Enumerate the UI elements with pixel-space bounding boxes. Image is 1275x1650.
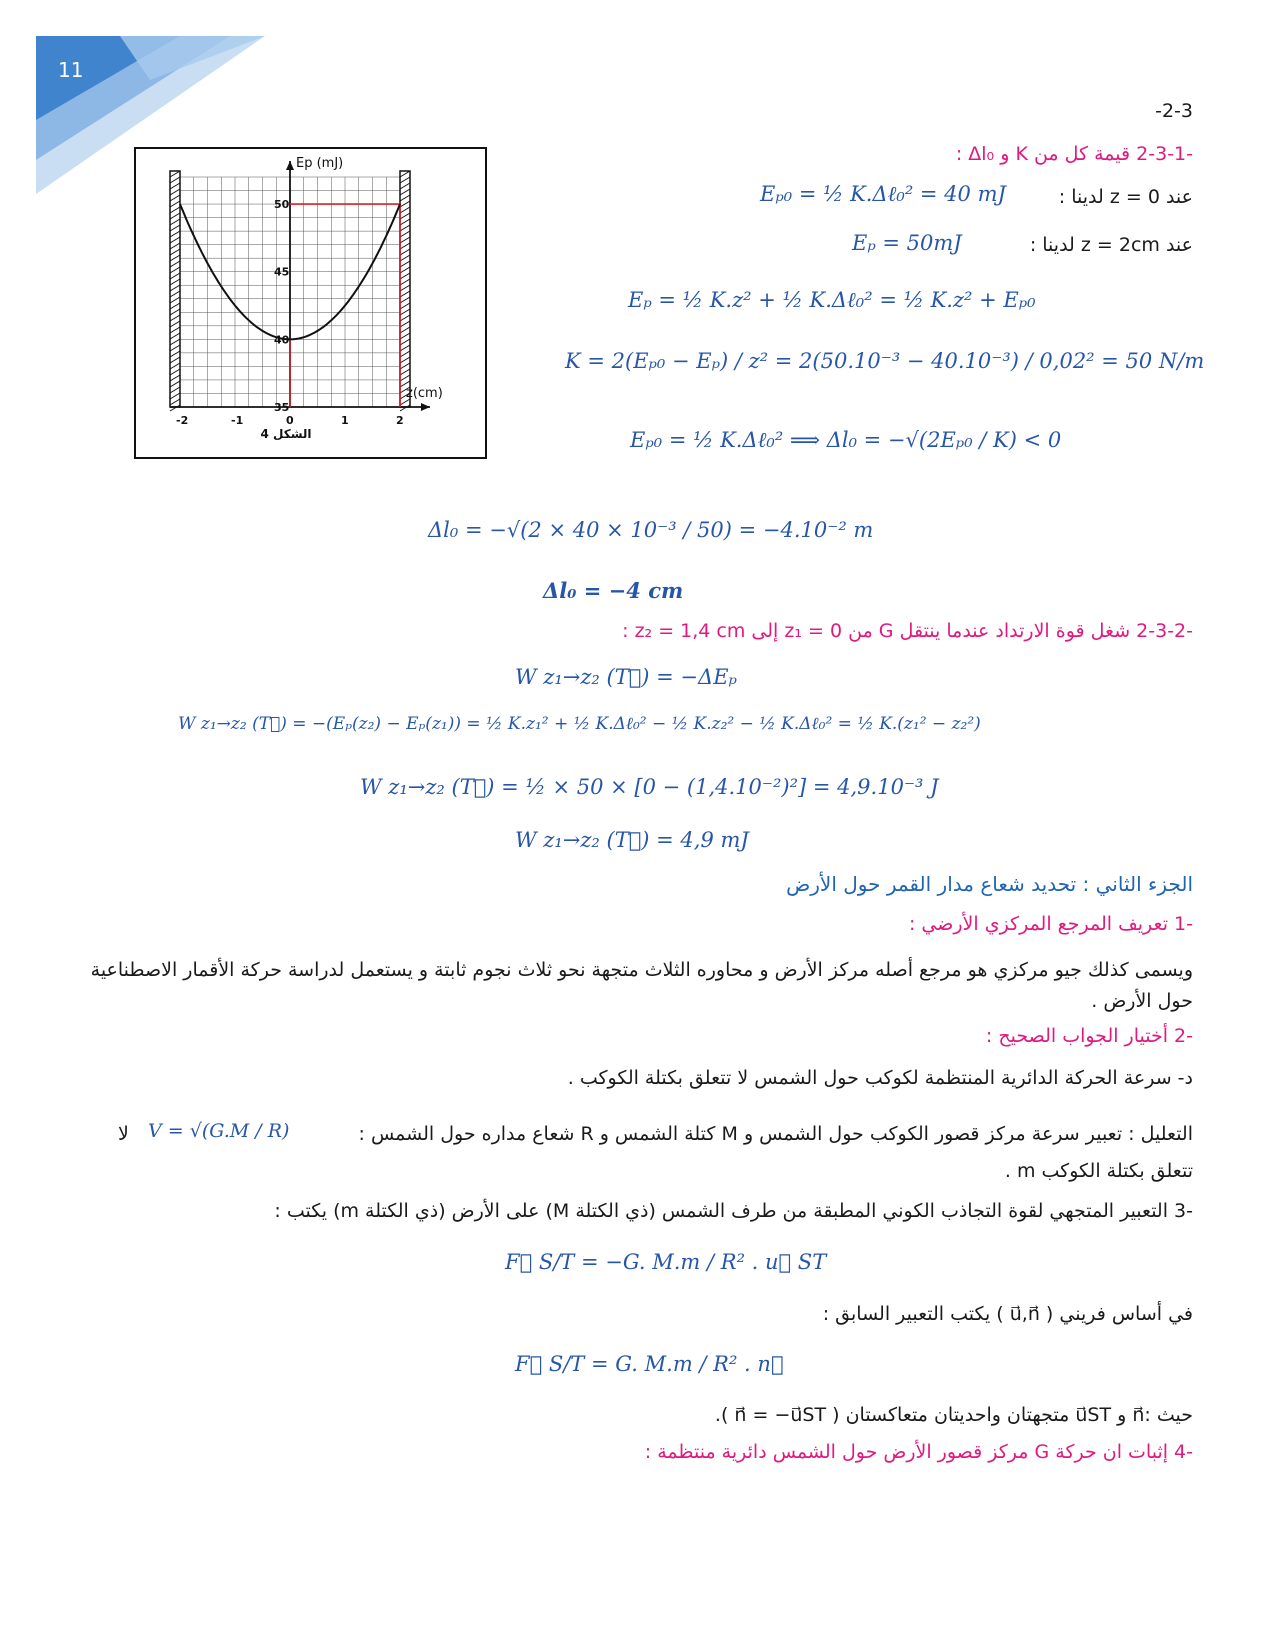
question-1-text: ويسمى كذلك جيو مركزي هو مرجع أصله مركز الأرض و محاوره الثلاث متجهة نحو ثلاث نجوم ثابتة و يستعمل لدراسة حركة الأقمار الاصطناعية حول الأرض . (90, 959, 1193, 1012)
question-2-answer: د- سرعة الحركة الدائرية المنتظمة لكوكب حول الشمس لا تتعلق بكتلة الكوكب . (567, 1067, 1193, 1089)
y-tick-label: 40 (274, 333, 290, 347)
eq-force-1: F⃗ S/T = −G. M.m / R² . u⃗ ST (505, 1250, 827, 1274)
x-axis-arrow (421, 403, 430, 411)
eq-force-2: F⃗ S/T = G. M.m / R² . n⃗ (515, 1352, 784, 1376)
eq-ep0: Eₚ₀ = ½ K.Δℓ₀² = 40 mJ (760, 182, 1006, 206)
y-tick-label: 45 (274, 265, 290, 279)
x-tick-label: -1 (231, 414, 244, 427)
eq-dl0-relation: Eₚ₀ = ½ K.Δℓ₀² ⟹ Δl₀ = −√(2Eₚ₀ / K) < 0 (630, 428, 1062, 452)
y-tick-label: 50 (274, 198, 290, 212)
figure-caption: الشكل 4 (260, 427, 312, 441)
x-tick-label: 2 (396, 414, 404, 427)
x-tick-label: -2 (176, 414, 189, 427)
eq-velocity: V = √(G.M / R) (148, 1120, 290, 1142)
frenet-basis-text: في أساس فريني ( u⃗,n⃗ ) يكتب التعبير السابق : (822, 1303, 1193, 1325)
unit-vectors-text: حيث :n⃗ و u⃗ST متجهتان واحديتان متعاكستان ( n⃗ = −u⃗ST ). (714, 1404, 1193, 1426)
x-tick-label: 1 (341, 414, 349, 427)
section-2-3-1-heading: -2-3-1 قيمة كل من K و Δl₀ : (955, 143, 1193, 165)
section-2-3-label: -2-3 (1155, 100, 1193, 122)
eq-work-3: W z₁→z₂ (T⃗) = ½ × 50 × [0 − (1,4.10⁻²)²] = 4,9.10⁻³ J (360, 775, 939, 799)
figure-4-frame (134, 147, 487, 459)
figure-4-graph (136, 149, 485, 457)
eq-work-1: W z₁→z₂ (T⃗) = −ΔEₚ (515, 665, 737, 689)
eq-work-2: W z₁→z₂ (T⃗) = −(Eₚ(z₂) − Eₚ(z₁)) = ½ K.z₁² + ½ K.Δℓ₀² − ½ K.z₂² − ½ K.Δℓ₀² = ½ K.(z₁² − z₂²) (178, 714, 981, 734)
y-tick-label: 35 (274, 401, 290, 414)
section-2-3-2-heading: -2-3-2 شغل قوة الارتداد عندما ينتقل G من z₁ = 0 إلى z₂ = 1,4 cm : (622, 620, 1193, 642)
eq-ep-sum: Eₚ = ½ K.z² + ½ K.Δℓ₀² = ½ K.z² + Eₚ₀ (628, 288, 1036, 312)
y-axis-arrow (286, 161, 294, 170)
question-1-heading: -1 تعريف المرجع المركزي الأرضي : (908, 913, 1193, 935)
at-z0-label: عند z = 0 لدينا : (1058, 186, 1193, 208)
eq-dl0-result: Δl₀ = −4 cm (543, 578, 684, 603)
question-3-text: -3 التعبير المتجهي لقوة التجاذب الكوني المطبقة من طرف الشمس (ذي الكتلة M) على الأرض (ذي الكتلة m) يكتب : (274, 1200, 1193, 1222)
question-2-justification-end: تتعلق بكتلة الكوكب m . (1004, 1160, 1193, 1182)
eq-dl0-numeric: Δl₀ = −√(2 × 40 × 10⁻³ / 50) = −4.10⁻² m (428, 518, 874, 542)
question-2-justification-not: لا (118, 1123, 129, 1145)
part-2-title: الجزء الثاني : تحديد شعاع مدار القمر حول الأرض (786, 872, 1193, 896)
y-axis-label: Ep (mJ) (296, 156, 344, 171)
question-4-heading: -4 إثبات ان حركة G مركز قصور الأرض حول الشمس دائرية منتظمة : (644, 1441, 1193, 1463)
eq-work-4: W z₁→z₂ (T⃗) = 4,9 mJ (515, 828, 749, 852)
eq-k: K = 2(Eₚ₀ − Eₚ) / z² = 2(50.10⁻³ − 40.10⁻³) / 0,02² = 50 N/m (565, 349, 1205, 373)
page-number: 11 (58, 58, 84, 82)
x-tick-label: 0 (286, 414, 294, 427)
x-axis-label: z(cm) (406, 386, 443, 401)
at-z2-label: عند z = 2cm لدينا : (1029, 234, 1193, 256)
question-2-justification: التعليل : تعبير سرعة مركز قصور الكوكب حول الشمس و M كتلة الشمس و R شعاع مداره حول الشمس : (358, 1123, 1193, 1145)
eq-ep50: Eₚ = 50mJ (852, 231, 962, 255)
question-2-heading: -2 أختيار الجواب الصحيح : (985, 1025, 1193, 1047)
